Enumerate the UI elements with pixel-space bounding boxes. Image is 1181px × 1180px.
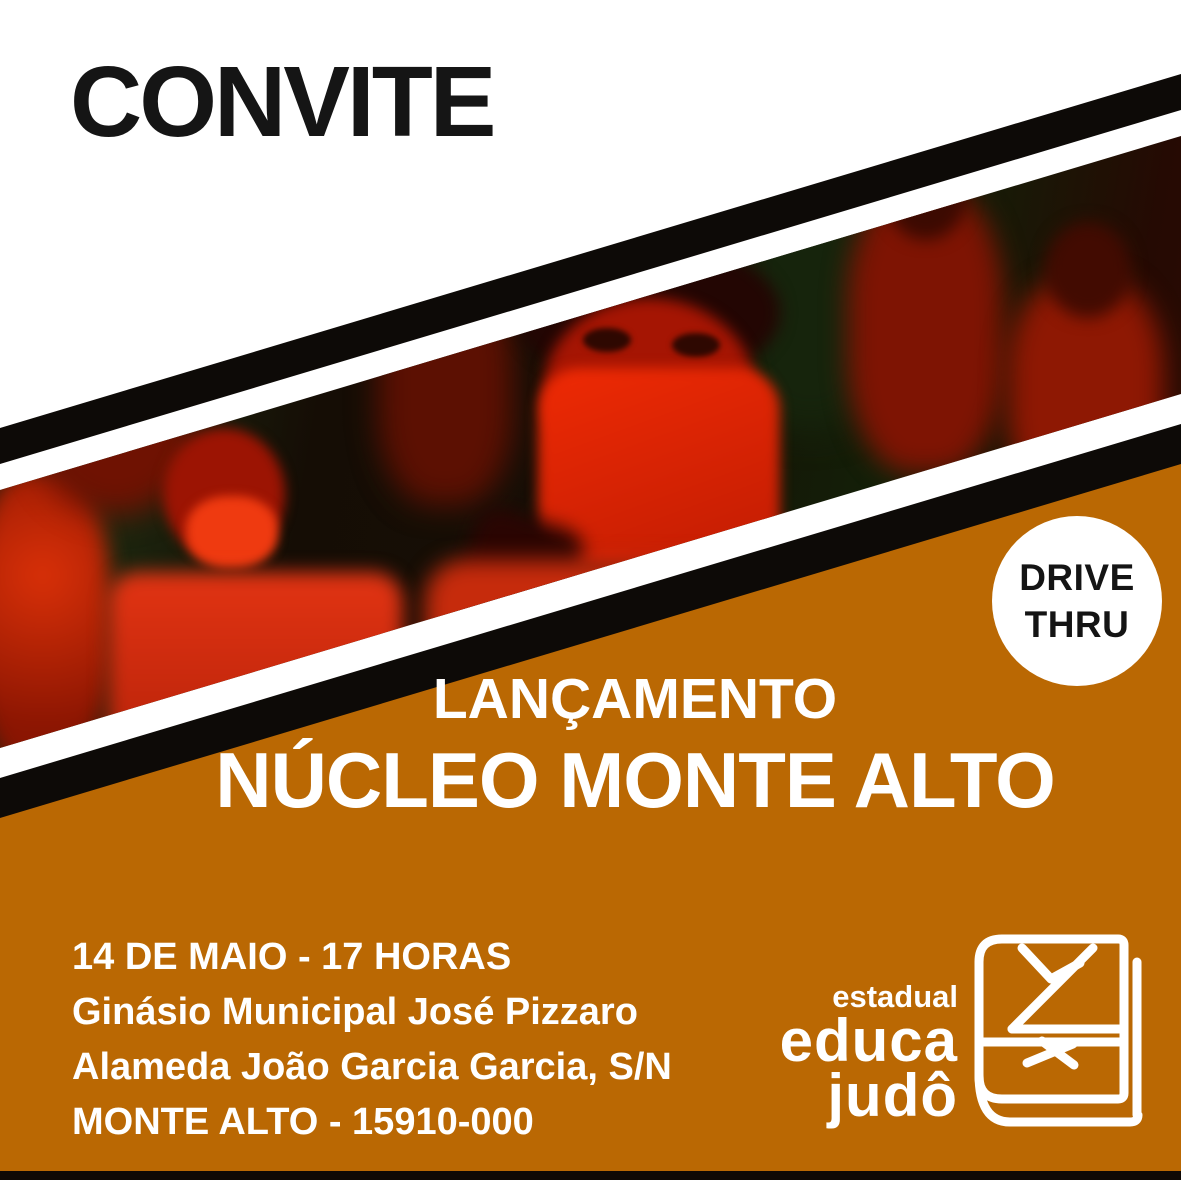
event-venue: Ginásio Municipal José Pizzaro [72, 991, 638, 1033]
photo-figure-far-left [0, 470, 110, 770]
drive-thru-line2: THRU [1024, 604, 1130, 645]
drive-thru-badge [992, 516, 1162, 686]
photo-left-boy-mask [186, 496, 278, 568]
event-address: Alameda João Garcia Garcia, S/N [72, 1046, 672, 1088]
drive-thru-line1: DRIVE [1019, 557, 1135, 598]
event-details [72, 930, 672, 1150]
logo-name-line1: educa [779, 1007, 958, 1074]
photo-center-man-eye-right [672, 333, 720, 357]
flyer-title: CONVITE [70, 46, 494, 158]
announcement [140, 668, 1130, 822]
announcement-kicker: LANÇAMENTO [432, 667, 838, 731]
event-date-time: 14 DE MAIO - 17 HORAS [72, 936, 512, 978]
logo-tagline: estadual [832, 979, 958, 1014]
event-city-zip: MONTE ALTO - 15910-000 [72, 1101, 534, 1143]
logo-name-line2: judô [827, 1062, 958, 1129]
photo-figure-right-2-head [1045, 222, 1131, 318]
bottom-edge-bar [0, 1171, 1181, 1180]
announcement-headline: NÚCLEO MONTE ALTO [215, 736, 1055, 824]
judo-book-icon [962, 926, 1146, 1130]
educa-judo-logo-text [779, 979, 958, 1129]
photo-center-man-eye-left [583, 328, 631, 352]
